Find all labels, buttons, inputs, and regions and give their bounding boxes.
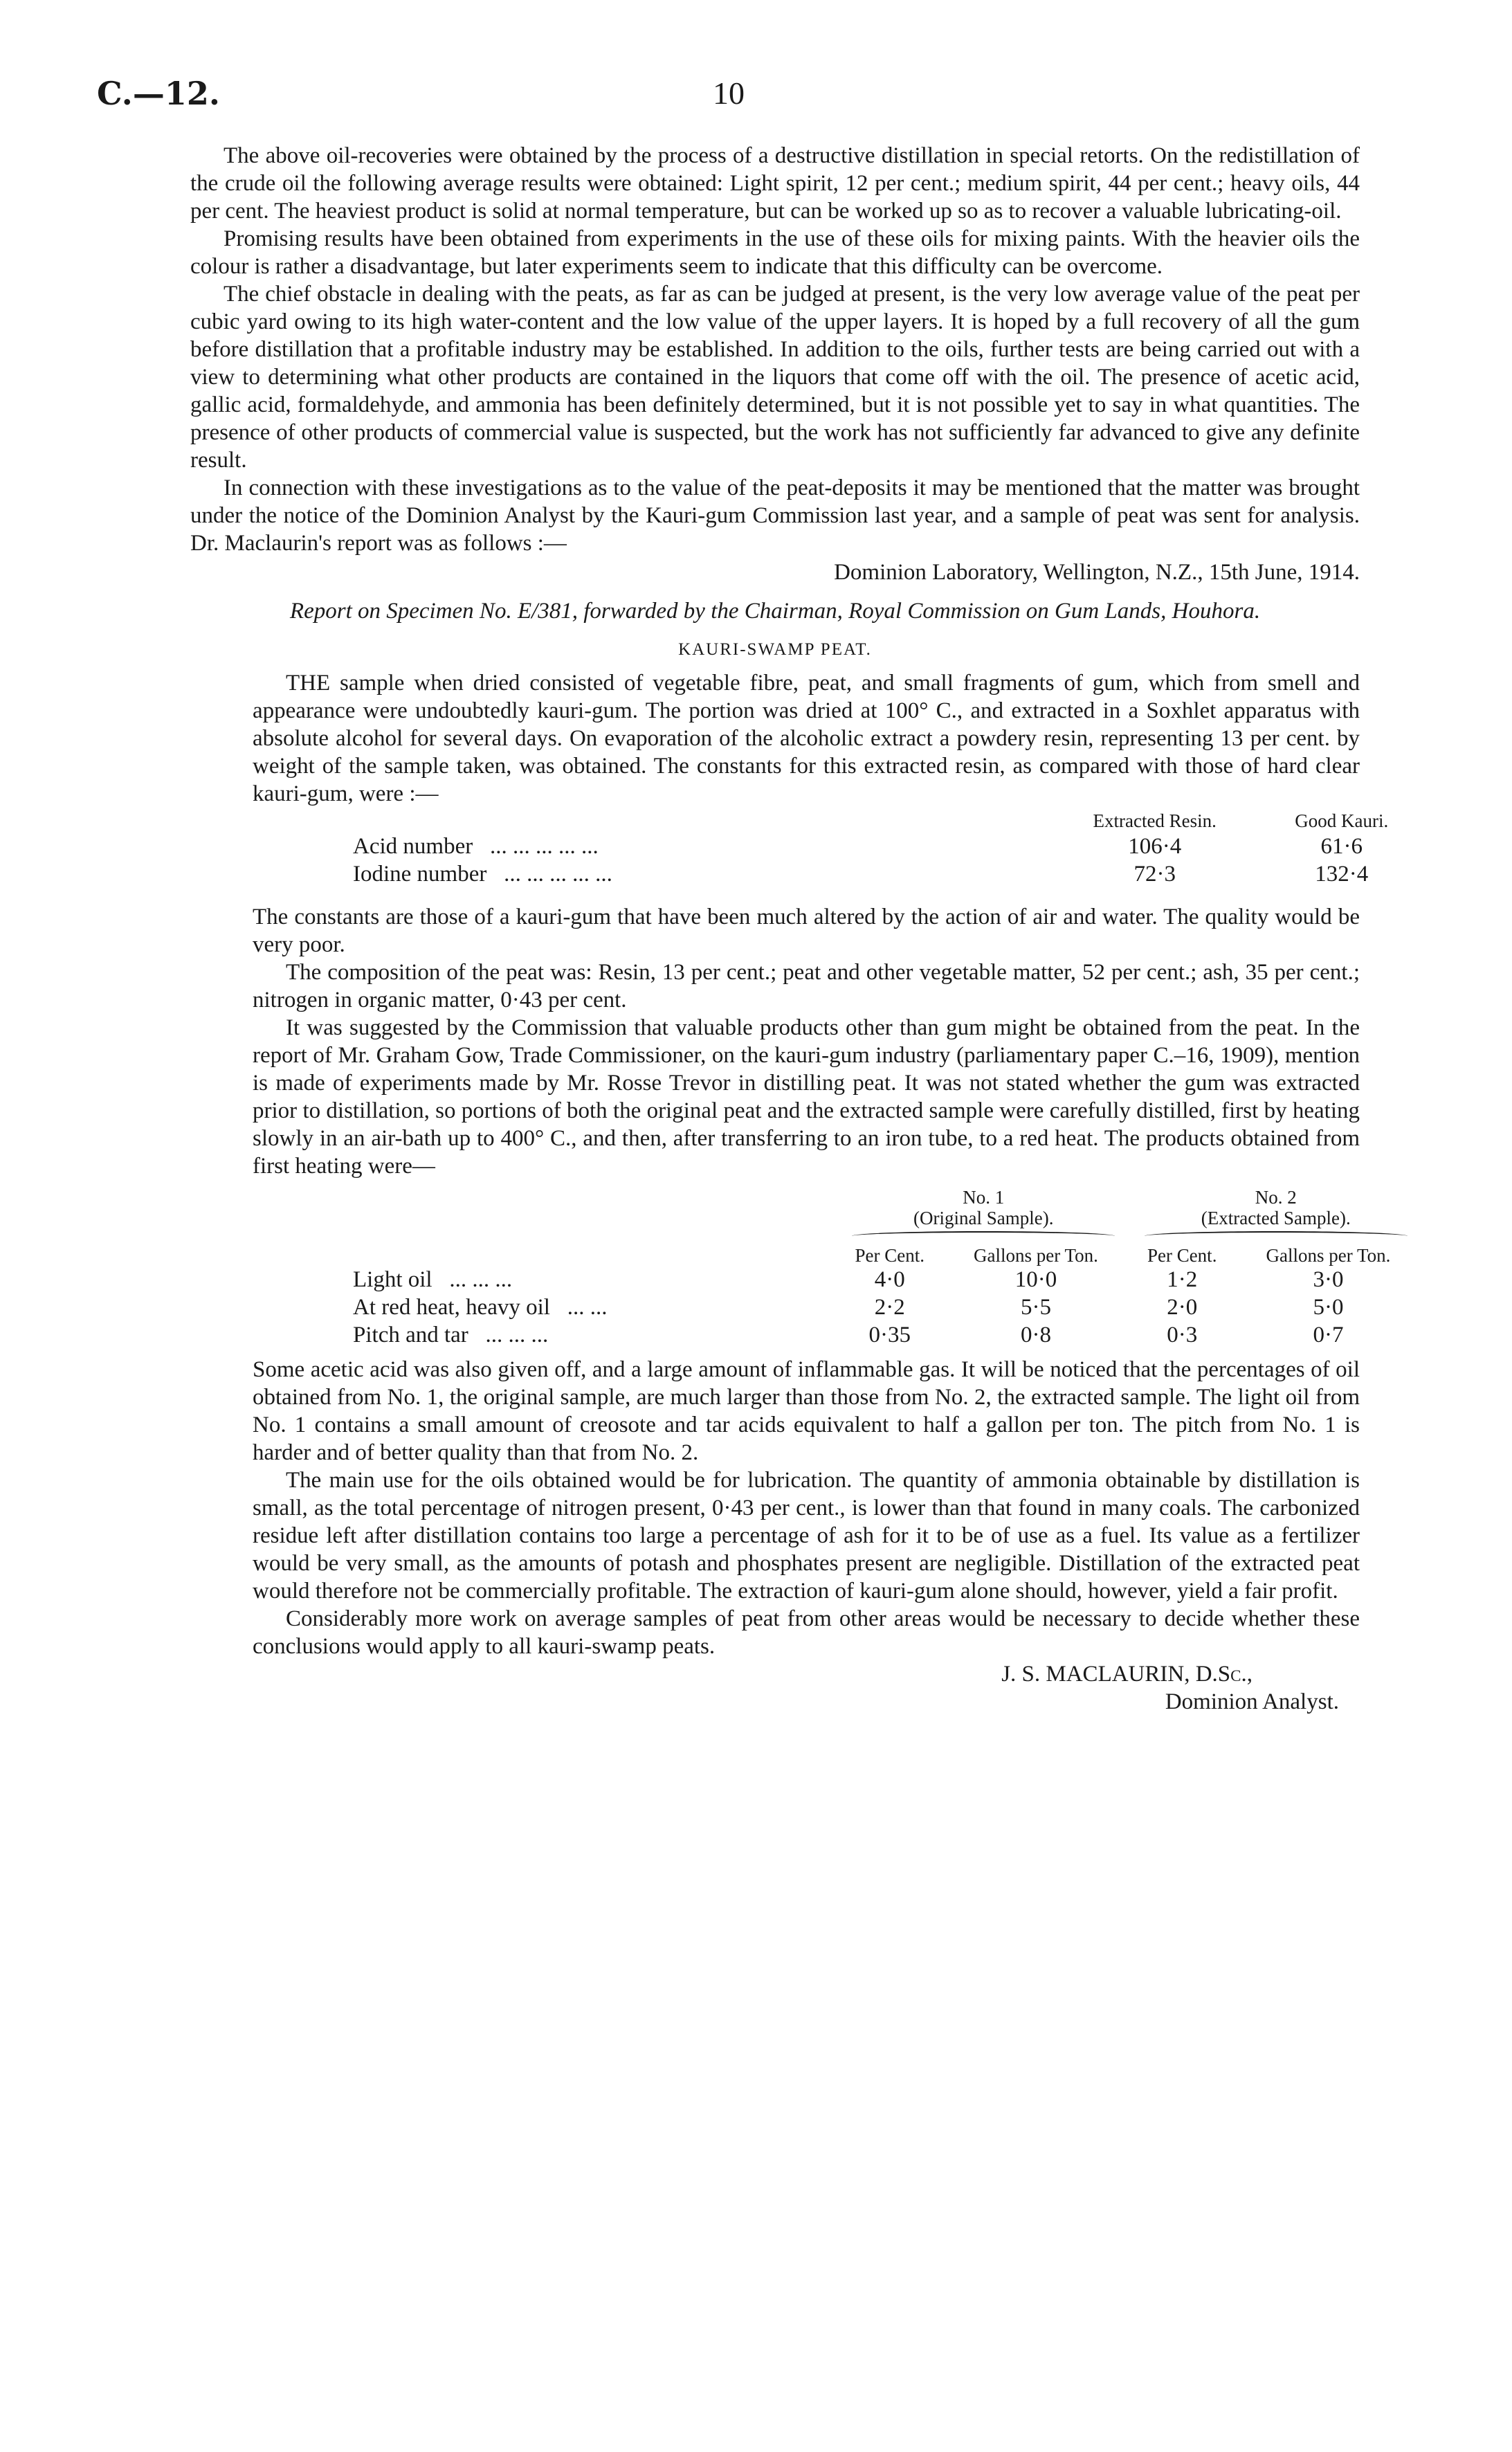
report-paragraph-3: The composition of the peat was: Resin, 13 per cent.; peat and other vegetable matter, 52 per cent.; ash, 35 per cent.; nitrogen in organic matter, 0·43 per cent. <box>253 960 1360 1012</box>
row-label: At red heat, heavy oil <box>353 1295 550 1320</box>
report-subheading: KAURI-SWAMP PEAT. <box>678 640 872 659</box>
table-cell: 106·4 <box>1128 834 1182 859</box>
table-row <box>353 1293 1422 1321</box>
report-paragraph-6: The main use for the oils obtained would be for lubrication. The quantity of ammonia obtainable by distillation is small, as the total percentage of nitrogen present, 0·43 per cent., is lower than that found in many coals. The carbonized residue left after distillation contains too large a percentage of ash for it to be of use as a fuel. Its value as a fertilizer would be very small, as the amounts of potash and phosphates present are negligible. Distillation of the extracted peat would therefore not be commercially profitable. The extraction of kauri-gum alone should, however, yield a fair profit. <box>253 1468 1360 1604</box>
table-row <box>353 1321 1422 1349</box>
table-cell: 2·2 <box>874 1295 905 1320</box>
table-cell: 10·0 <box>1014 1267 1057 1292</box>
signature-name: J. S. MACLAURIN, D.Sc., <box>1001 1662 1253 1687</box>
table-cell: 1·2 <box>1167 1267 1198 1292</box>
leader-dots: ... ... ... <box>449 1267 513 1292</box>
row-label: Pitch and tar <box>353 1323 468 1347</box>
resin-constants-table <box>353 809 1422 888</box>
signature-title: Dominion Analyst. <box>1165 1689 1339 1714</box>
group-header <box>837 1187 1129 1245</box>
row-label: Iodine number <box>353 862 487 887</box>
table-header-row <box>353 1245 1422 1266</box>
table-cell: 72·3 <box>1133 862 1176 887</box>
column-header: Per Cent. <box>855 1245 924 1266</box>
leader-dots: ... ... ... ... ... <box>504 862 612 887</box>
group-subtitle: (Original Sample). <box>913 1208 1054 1228</box>
table-cell: 0·8 <box>1020 1323 1051 1347</box>
page-number: 10 <box>713 75 745 111</box>
table-cell: 5·0 <box>1313 1295 1344 1320</box>
table-cell: 0·7 <box>1313 1323 1344 1347</box>
page-body <box>190 142 1391 1716</box>
intro-paragraph-1: The above oil-recoveries were obtained by the process of a destructive distillation in special retorts. On the redistillation of the crude oil the following average results were obtained: Light spirit, 12 per cent.; medium spirit, 44 per cent.; heavy oils, 44 per cent. The heaviest product is solid at normal temperature, but can be worked up so as to recover a valuable lubricating-oil. <box>190 143 1360 224</box>
table-cell: 61·6 <box>1320 834 1363 859</box>
group-subtitle: (Extracted Sample). <box>1201 1208 1351 1228</box>
intro-paragraph-4: In connection with these investigations as to the value of the peat-deposits it may be mentioned that the matter was brought under the notice of the Dominion Analyst by the Kauri-gum Commission last year, and a sample of peat was sent for analysis. Dr. Maclaurin's report was as follows :— <box>190 475 1360 556</box>
report <box>190 596 1391 1716</box>
table-cell: 5·5 <box>1020 1295 1051 1320</box>
group-title: No. 2 <box>1255 1187 1297 1208</box>
column-header: Per Cent. <box>1147 1245 1217 1266</box>
table-row <box>353 1266 1422 1293</box>
table-cell: 3·0 <box>1313 1267 1344 1292</box>
table-cell: 4·0 <box>874 1267 905 1292</box>
report-dateline: Dominion Laboratory, Wellington, N.Z., 15th June, 1914. <box>834 560 1360 585</box>
report-paragraph-4: It was suggested by the Commission that valuable products other than gum might be obtained from the peat. In the report of Mr. Graham Gow, Trade Commissioner, on the kauri-gum industry (parliamentary paper C.–16, 1909), mention is made of experiments made by Mr. Rosse Trevor in distilling peat. It was not stated whether the gum was extracted prior to distillation, so portions of both the original peat and the extracted sample were carefully distilled, first by heating slowly in an air-bath up to 400° C., and then, after transferring to an iron tube, to a red heat. The products obtained from first heating were— <box>253 1015 1360 1179</box>
row-label: Light oil <box>353 1267 432 1292</box>
table-group-header-row <box>353 1187 1422 1245</box>
leader-dots: ... ... ... ... ... <box>489 834 599 859</box>
brace-line <box>852 1231 1115 1241</box>
report-paragraph-2: The constants are those of a kauri-gum that have been much altered by the action of air and water. The quality would be very poor. <box>253 905 1360 957</box>
report-paragraph-7: Considerably more work on average samples of peat from other areas would be necessary to decide whether these conclusions would apply to all kauri-swamp peats. <box>253 1606 1360 1659</box>
intro-paragraph-3: The chief obstacle in dealing with the peats, as far as can be judged at present, is the very low average value of the peat per cubic yard owing to its high water-content and the low value of the upper layers. It is hoped by a full recovery of all the gum before distillation that a profitable industry may be established. In addition to the oils, further tests are being carried out with a view to determining what other products are contained in the liquors that come off with the oil. The presence of acetic acid, gallic acid, formaldehyde, and ammonia has been definitely determined, but it is not possible yet to say in what quantities. The presence of other products of commercial value is suspected, but the work has not sufficiently far advanced to give any definite result. <box>190 282 1360 473</box>
table-row <box>353 833 1422 860</box>
table-cell: 2·0 <box>1167 1295 1198 1320</box>
column-header: Gallons per Ton. <box>974 1245 1098 1266</box>
group-title: No. 1 <box>963 1187 1005 1208</box>
leader-dots: ... ... ... <box>485 1323 549 1347</box>
report-paragraph-5: Some acetic acid was also given off, and a large amount of inflammable gas. It will be noticed that the percentages of oil obtained from No. 1, the original sample, are much larger than those from No. 2, the extracted sample. The light oil from No. 1 contains a small amount of creosote and tar acids equivalent to half a gallon per ton. The pitch from No. 1 is harder and of better quality than that from No. 2. <box>253 1357 1360 1465</box>
group-header <box>1129 1187 1422 1245</box>
table-cell: 0·35 <box>868 1323 911 1347</box>
row-label: Acid number <box>353 834 473 859</box>
document-reference: C.—12. <box>97 75 220 112</box>
table-row <box>353 860 1422 888</box>
table-header-row <box>353 809 1422 833</box>
page-header <box>0 75 1512 116</box>
intro-paragraph-2: Promising results have been obtained from experiments in the use of these oils for mixing paints. With the heavier oils the colour is rather a disadvantage, but later experiments seem to indicate that this difficulty can be overcome. <box>190 226 1360 279</box>
leader-dots: ... ... <box>567 1295 608 1320</box>
column-header: Gallons per Ton. <box>1266 1245 1391 1266</box>
report-paragraph-1: THE sample when dried consisted of vegetable fibre, peat, and small fragments of gum, which from smell and appearance were undoubtedly kauri-gum. The portion was dried at 100° C., and extracted in a Soxhlet apparatus with absolute alcohol for several days. On evaporation of the alcoholic extract a powdery resin, representing 13 per cent. by weight of the sample taken, was obtained. The constants for this extracted resin, as compared with those of hard clear kauri-gum, were :— <box>253 671 1360 806</box>
table-cell: 0·3 <box>1167 1323 1198 1347</box>
report-heading: Report on Specimen No. E/381, forwarded by the Chairman, Royal Commission on Gum Lands, Houhora. <box>289 599 1261 624</box>
column-header: Good Kauri. <box>1295 810 1389 831</box>
distillation-products-table <box>353 1187 1422 1349</box>
column-header: Extracted Resin. <box>1093 810 1217 831</box>
table-cell: 132·4 <box>1315 862 1369 887</box>
brace-line <box>1145 1231 1408 1241</box>
